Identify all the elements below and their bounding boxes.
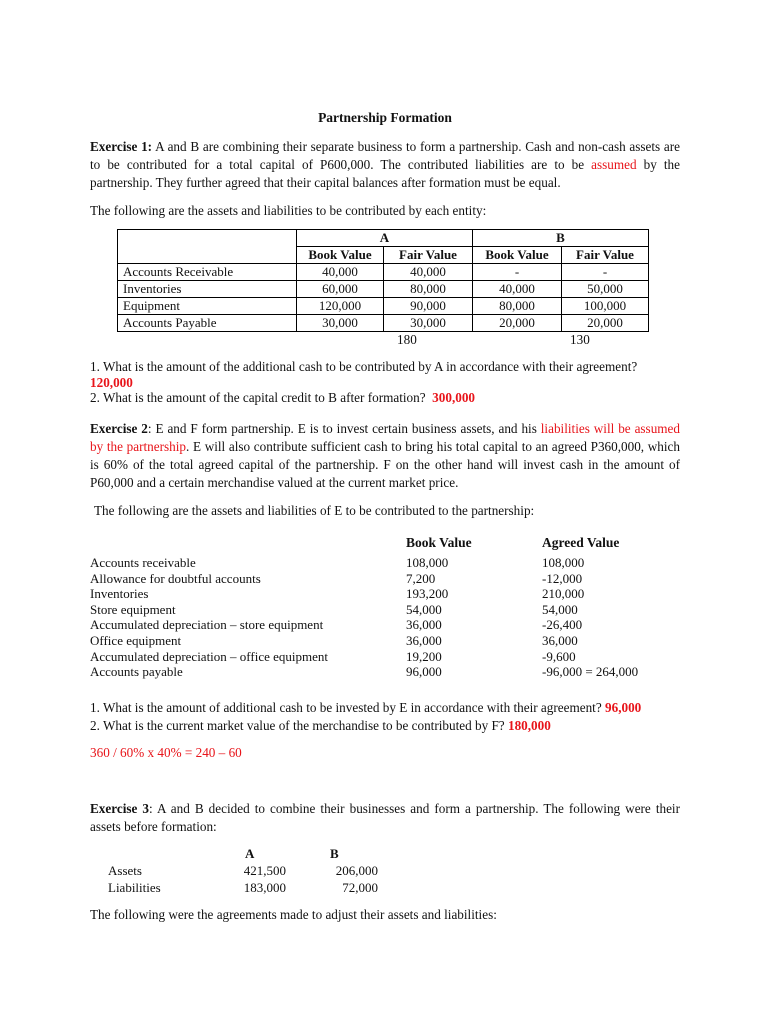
group-a-header: A — [297, 230, 473, 247]
exercise-3-outro: The following were the agreements made to adjust their assets and liabilities: — [90, 907, 497, 922]
table-row: Inventories 193,200 210,000 — [90, 586, 585, 602]
table-row: Accounts Payable 30,000 30,000 20,000 20,000 — [118, 315, 649, 332]
page-title: Partnership Formation — [318, 110, 452, 125]
exercise-2-question-1-line — [90, 699, 641, 716]
col-a: A — [245, 846, 255, 861]
col-header: Book Value — [473, 247, 562, 264]
exercise-2-table — [90, 533, 680, 680]
exercise-3-table — [108, 845, 408, 896]
col-book-value: Book Value — [406, 535, 472, 550]
exercise-1-text-b: by the partnership. They further agreed that their capital balances after formation must be equal. — [90, 157, 680, 190]
assumed-highlight: assumed — [591, 157, 637, 172]
table-row: Equipment 120,000 90,000 80,000 100,000 — [118, 298, 649, 315]
exercise-2-calculation: 360 / 60% x 40% = 240 – 60 — [90, 745, 242, 760]
exercise-2-text-b: . E will also contribute sufficient cash to bring his total capital to an agreed P360,000, which is 60% of the total agreed capital of the partnership. F on the other hand will invest cash in the amount of P60,000 and a certain merchandise valued at the current market price. — [90, 439, 681, 490]
exercise-1-question-1: 1. What is the amount of the additional cash to be contributed by A in accordance with their agreement? — [90, 359, 638, 374]
exercise-1-intro: The following are the assets and liabilities to be contributed by each entity: — [90, 203, 487, 218]
exercise-2-text-a: : E and F form partnership. E is to invest certain business assets, and his — [147, 421, 541, 436]
exercise-2-answer-2: 180,000 — [507, 718, 551, 733]
col-agreed-value: Agreed Value — [542, 535, 620, 550]
exercise-3-paragraph — [90, 800, 680, 836]
total-a: 180 — [397, 332, 417, 347]
exercise-1-answer-2: 300,000 — [432, 390, 476, 405]
exercise-1-text-a: A and B are combining their separate business to form a partnership. Cash and non-cash assets are to be contributed for a total capital of P600,000. The contributed liabilities are to be — [90, 139, 680, 172]
table-row: Accounts payable 96,000 -96,000 = 264,000 — [90, 664, 639, 680]
table-row: Assets 421,500 206,000 — [108, 863, 378, 878]
exercise-1-paragraph — [90, 138, 680, 192]
table-row: Accounts receivable 108,000 108,000 — [90, 555, 585, 570]
total-b: 130 — [570, 332, 590, 347]
exercise-1-answer-1: 120,000 — [90, 375, 133, 390]
exercise-2-answer-1: 96,000 — [605, 700, 642, 715]
group-b-header: B — [473, 230, 649, 247]
table-header-row — [90, 533, 680, 555]
table-row: Inventories 60,000 80,000 40,000 50,000 — [118, 281, 649, 298]
table-header-row — [108, 845, 408, 862]
exercise-3-label: Exercise 3 — [90, 801, 149, 816]
exercise-2-question-2-line — [90, 717, 551, 734]
col-header: Fair Value — [562, 247, 649, 264]
table-row: Accounts Receivable 40,000 40,000 - - — [118, 264, 649, 281]
liabilities-highlight: liabilities will be assumed by the partnership — [90, 421, 680, 454]
table-row: Office equipment 36,000 36,000 — [90, 632, 578, 648]
exercise-1-question-2: 2. What is the amount of the capital credit to B after formation? — [90, 390, 426, 405]
col-header: Book Value — [297, 247, 384, 264]
table-row: Accumulated depreciation – store equipment 36,000 -26,400 — [90, 617, 583, 633]
exercise-2-question-1: 1. What is the amount of additional cash to be invested by E in accordance with their agreement? — [90, 700, 602, 715]
exercise-1-table — [117, 229, 649, 332]
table-row: Accumulated depreciation – office equipment 19,200 -9,600 — [90, 648, 576, 664]
table-row: Allowance for doubtful accounts 7,200 -12,000 — [90, 570, 583, 586]
exercise-2-paragraph — [90, 420, 680, 492]
exercise-1-label: Exercise 1: — [90, 139, 153, 154]
col-b: B — [330, 846, 339, 861]
table-row: Liabilities 183,000 72,000 — [108, 880, 378, 895]
col-header: Fair Value — [384, 247, 473, 264]
exercise-2-label: Exercise 2 — [90, 421, 148, 436]
exercise-2-intro: The following are the assets and liabilities of E to be contributed to the partnership: — [94, 503, 535, 518]
exercise-3-text: : A and B decided to combine their businesses and form a partnership. The following were their assets before formation: — [90, 801, 680, 834]
exercise-2-question-2: 2. What is the current market value of the merchandise to be contributed by F? — [90, 718, 505, 733]
table-row: Store equipment 54,000 54,000 — [90, 601, 578, 617]
exercise-1-question-2-line — [90, 389, 475, 406]
